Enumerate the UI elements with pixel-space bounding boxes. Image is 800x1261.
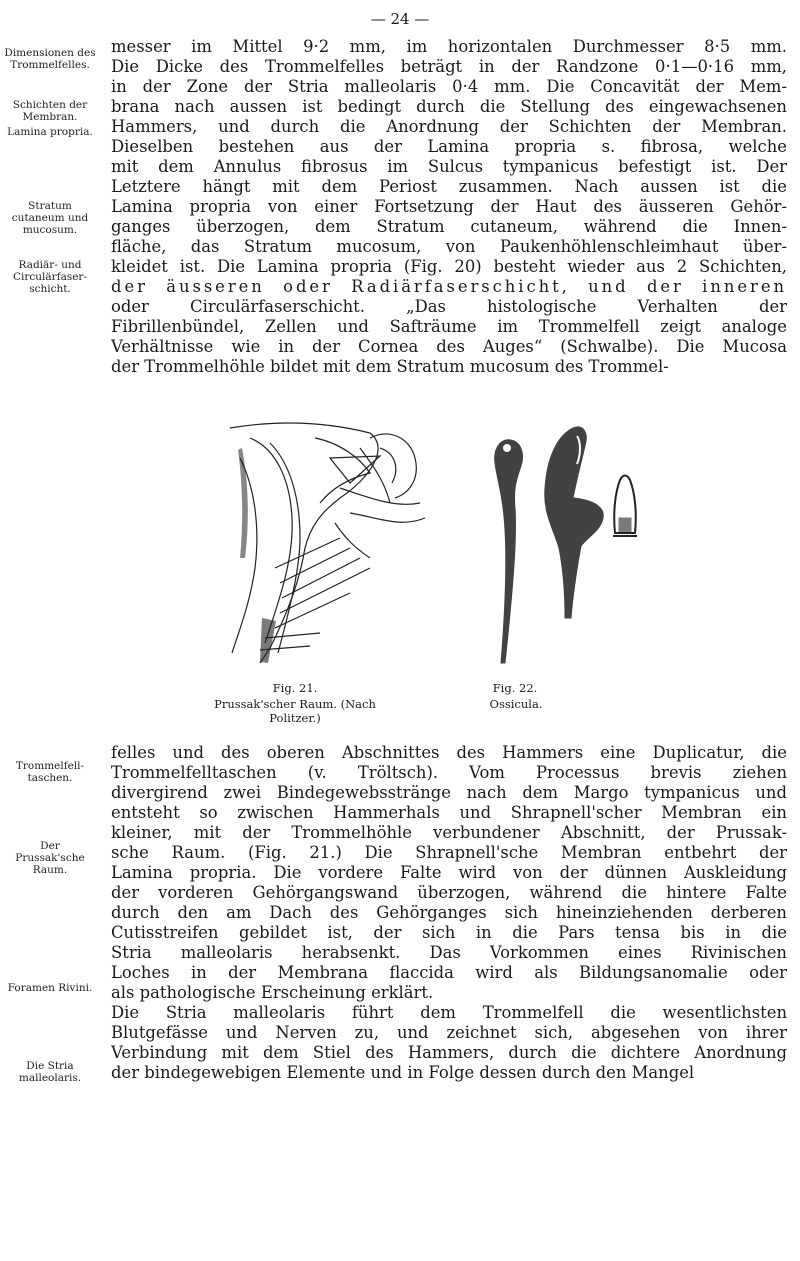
text-line: Hammers, und durch die Anordnung der Schichten der Membran. — [111, 117, 787, 136]
margin-note-lamina: Lamina propria. — [7, 126, 93, 138]
margin-note-foramen: Foramen Rivini. — [7, 982, 93, 994]
text-line: Stria malleolaris herabsenkt. Das Vorkommen eines Rivinischen — [111, 943, 787, 962]
margin-note-prussak: Der Prussak'sche Raum. — [15, 840, 85, 876]
text-line: Die Dicke des Trommelfelles beträgt in der Randzone 0·1—0·16 mm, — [111, 57, 787, 76]
text-line: Lamina propria von einer Fortsetzung der Haut des äusseren Gehör- — [111, 197, 787, 216]
text-line: als pathologische Erscheinung erklärt. — [111, 983, 434, 1002]
margin-note-schichten: Schichten der Membran. — [12, 99, 88, 123]
text-line: Blutgefässe und Nerven zu, und zeichnet sich, abgesehen von ihrer — [111, 1023, 787, 1042]
text-line: der vorderen Gehörgangswand überzogen, während die hintere Falte — [111, 883, 787, 902]
margin-note-taschen: Trommelfell-taschen. — [15, 760, 85, 784]
text-line: Loches in der Membrana flaccida wird als Bildungsanomalie oder — [111, 963, 787, 982]
fig21-caption: Prussak'scher Raum. (Nach Politzer.) — [214, 697, 376, 725]
text-line: Lamina propria. Die vordere Falte wird von der dünnen Auskleidung — [111, 863, 787, 882]
margin-note-stratum: Stratum cutaneum und mucosum. — [11, 200, 89, 236]
text-line: Cutisstreifen gebildet ist, der sich in die Pars tensa bis in die — [111, 923, 787, 942]
text-line: fläche, das Stratum mucosum, von Paukenhöhlenschleimhaut über- — [111, 237, 787, 256]
text-line: Verbindung mit dem Stiel des Hammers, durch die dichtere Anordnung — [111, 1043, 787, 1062]
text-line: messer im Mittel 9·2 mm, im horizontalen Durchmesser 8·5 mm. — [111, 37, 787, 56]
text-line: ganges überzogen, dem Stratum cutaneum, während die Innen- — [111, 217, 787, 236]
text-line: Letztere hängt mit dem Periost zusammen. Nach aussen ist die — [111, 177, 787, 196]
text-line: Die Stria malleolaris führt dem Trommelfell die wesentlichsten — [111, 1003, 787, 1022]
text-line: brana nach aussen ist bedingt durch die Stellung des eingewachsenen — [111, 97, 787, 116]
fig21-label: Fig. 21. — [272, 681, 318, 695]
fig22-caption: Ossicula. — [489, 697, 543, 711]
margin-note-radiaer: Radiär- und Circulärfaser-schicht. — [12, 259, 87, 295]
fig21-prussak-illustration — [220, 418, 450, 678]
text-line: der äusseren oder Radiärfaserschicht, und der inneren — [111, 277, 787, 296]
text-line: Trommelfelltaschen (v. Tröltsch). Vom Processus brevis ziehen — [111, 763, 787, 782]
text-line: entsteht so zwischen Hammerhals und Shrapnell'scher Membran ein — [111, 803, 787, 822]
text-line: kleiner, mit der Trommelhöhle verbundener Abschnitt, der Prussak- — [111, 823, 787, 842]
text-line: kleidet ist. Die Lamina propria (Fig. 20) besteht wieder aus 2 Schichten, — [111, 257, 787, 276]
fig22-ossicula-illustration — [485, 418, 645, 678]
text-line: der bindegewebigen Elemente und in Folge dessen durch den Mangel — [111, 1063, 695, 1082]
text-line: Fibrillenbündel, Zellen und Safträume im Trommelfell zeigt analoge — [111, 317, 787, 336]
text-line: Verhältnisse wie in der Cornea des Auges“ (Schwalbe). Die Mucosa — [111, 337, 787, 356]
text-line: divergirend zwei Bindegewebsstränge nach dem Margo tympanicus und — [111, 783, 787, 802]
page-number: — 24 — — [370, 10, 430, 28]
text-line: Dieselben bestehen aus der Lamina propria s. fibrosa, welche — [111, 137, 787, 156]
text-line: der Trommelhöhle bildet mit dem Stratum mucosum des Trommel- — [111, 357, 669, 376]
text-line: durch den am Dach des Gehörganges sich hineinziehenden derberen — [111, 903, 787, 922]
margin-note-dimensionen: Dimensionen des Trommelfelles. — [4, 47, 96, 71]
text-line: felles und des oberen Abschnittes des Hammers eine Duplicatur, die — [111, 743, 787, 762]
text-line: mit dem Annulus fibrosus im Sulcus tympanicus befestigt ist. Der — [111, 157, 787, 176]
text-line: oder Circulärfaserschicht. „Das histologische Verhalten der — [111, 297, 787, 316]
text-line: sche Raum. (Fig. 21.) Die Shrapnell'sche Membran entbehrt der — [111, 843, 787, 862]
fig22-label: Fig. 22. — [492, 681, 538, 695]
text-line: in der Zone der Stria malleolaris 0·4 mm. Die Concavität der Mem- — [111, 77, 787, 96]
margin-note-stria: Die Stria malleolaris. — [18, 1060, 82, 1084]
figure-area — [0, 418, 800, 725]
